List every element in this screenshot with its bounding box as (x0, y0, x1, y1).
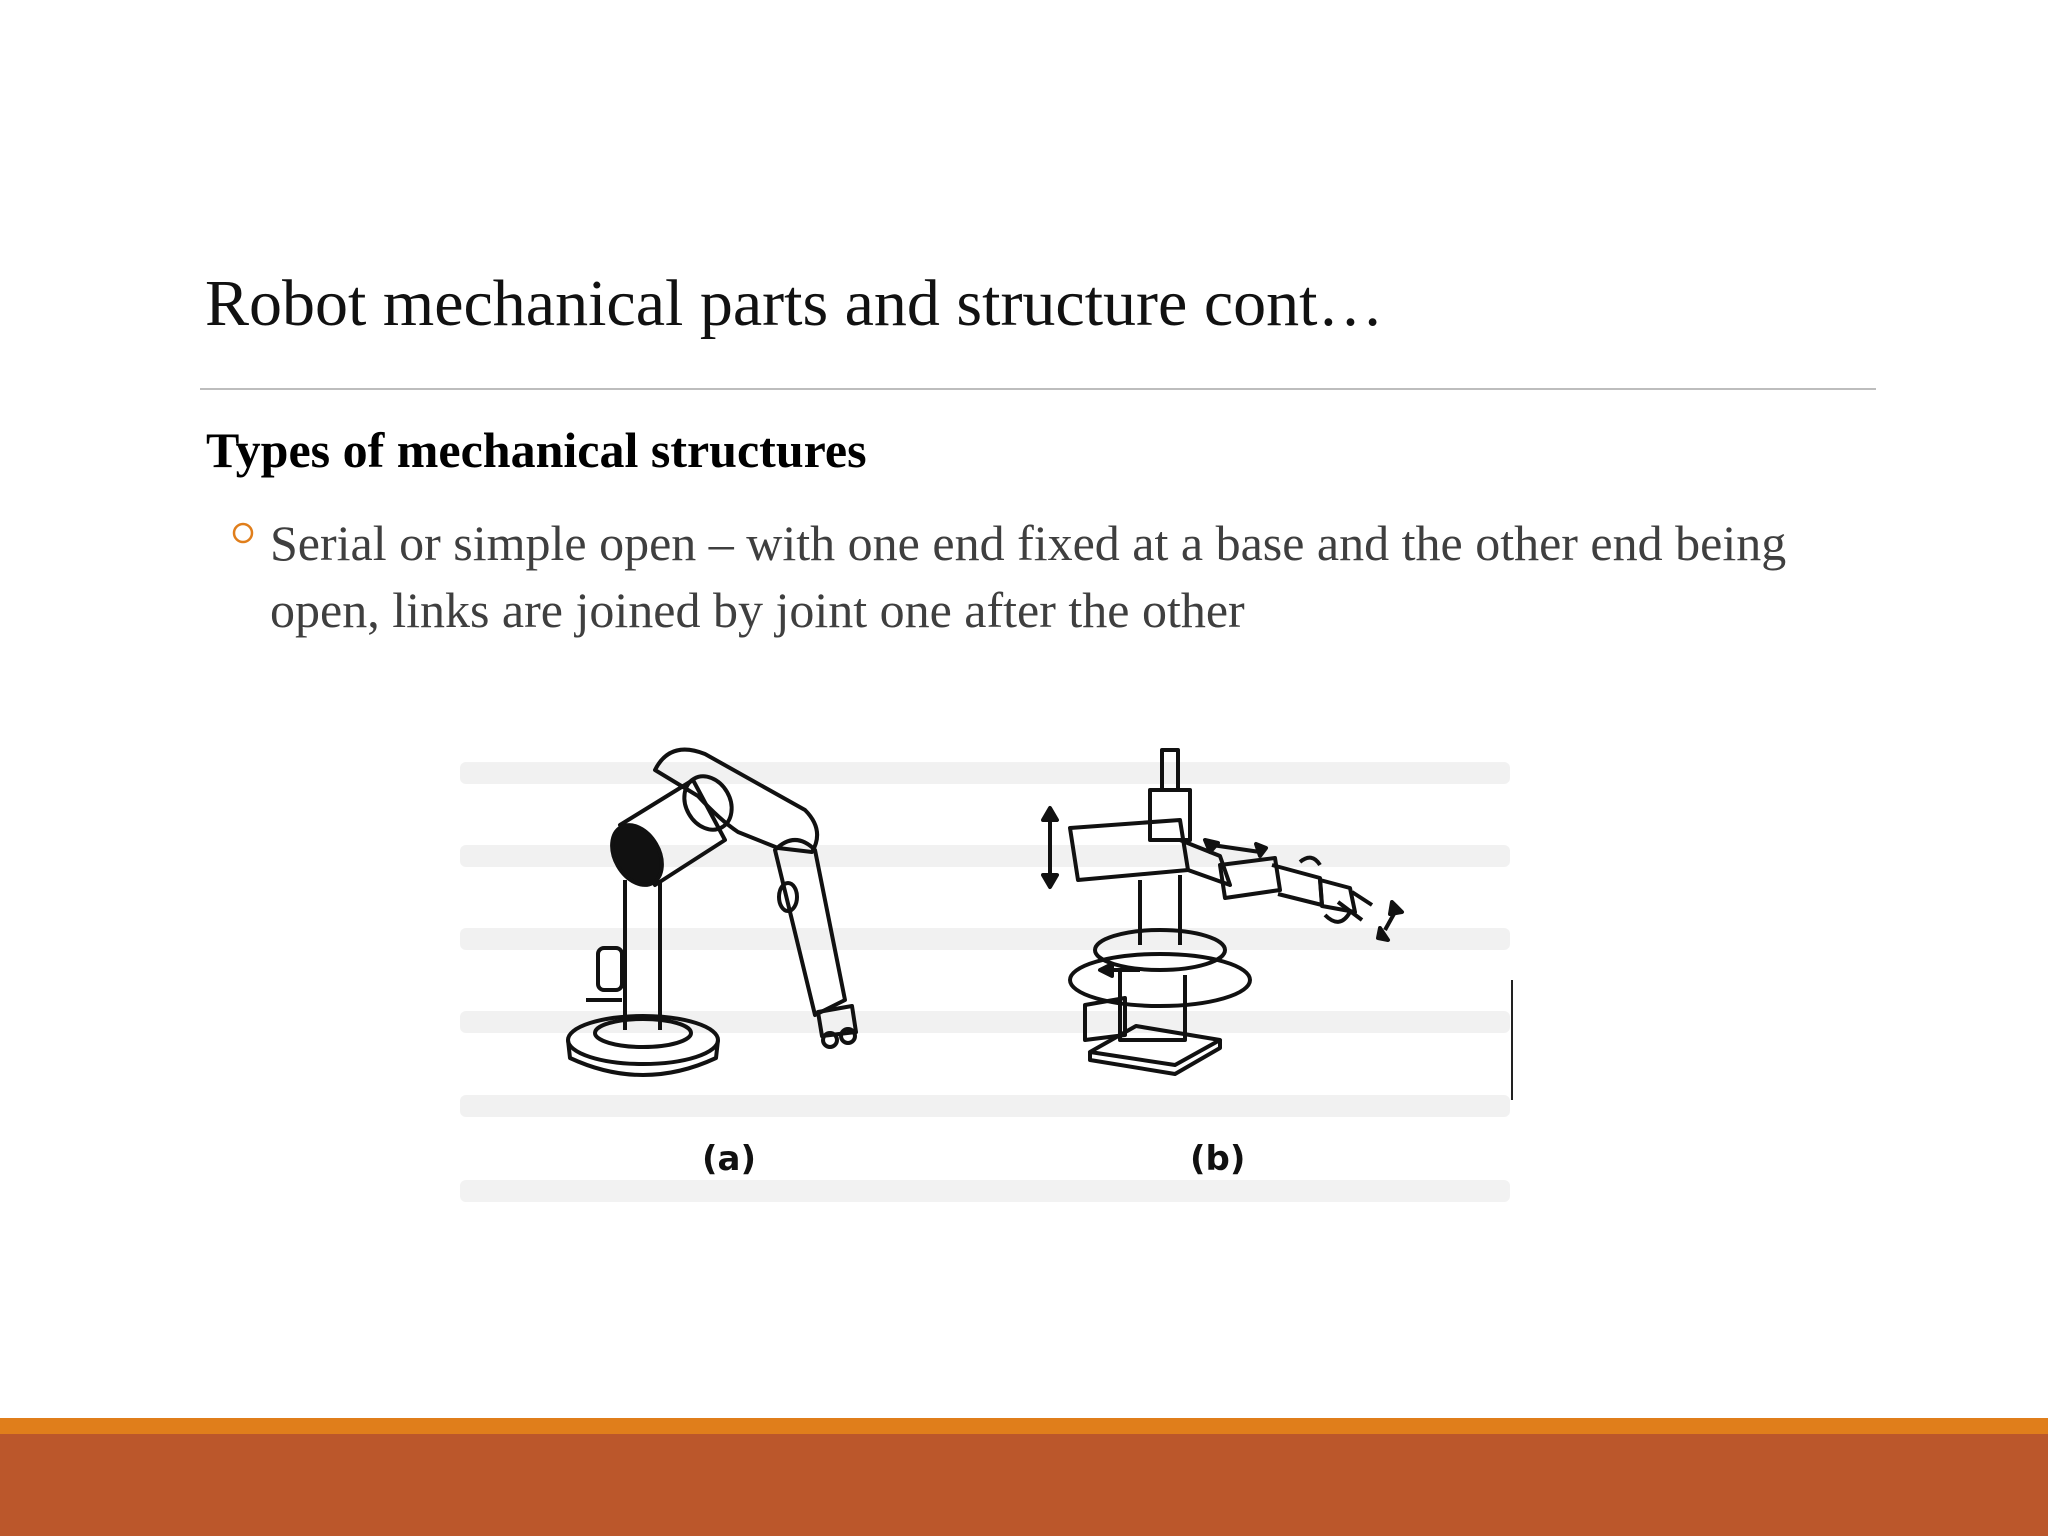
robot-arm-illustration (460, 680, 1515, 1250)
figure-label-b: (b) (1190, 1139, 1246, 1179)
bullet-text: Serial or simple open – with one end fixed at a base and the other end being open, links are joined by joint one after the other (270, 515, 1787, 638)
bullet-item (232, 510, 1892, 644)
robot-structures-figure (460, 680, 1515, 1250)
figure-label-a: (a) (702, 1139, 757, 1179)
circle-bullet-icon (232, 522, 254, 544)
footer-band (0, 1434, 2048, 1536)
slide-title: Robot mechanical parts and structure cont… (205, 267, 1384, 340)
footer-accent-stripe (0, 1418, 2048, 1434)
title-divider (200, 388, 1876, 390)
section-subheading: Types of mechanical structures (206, 422, 867, 478)
